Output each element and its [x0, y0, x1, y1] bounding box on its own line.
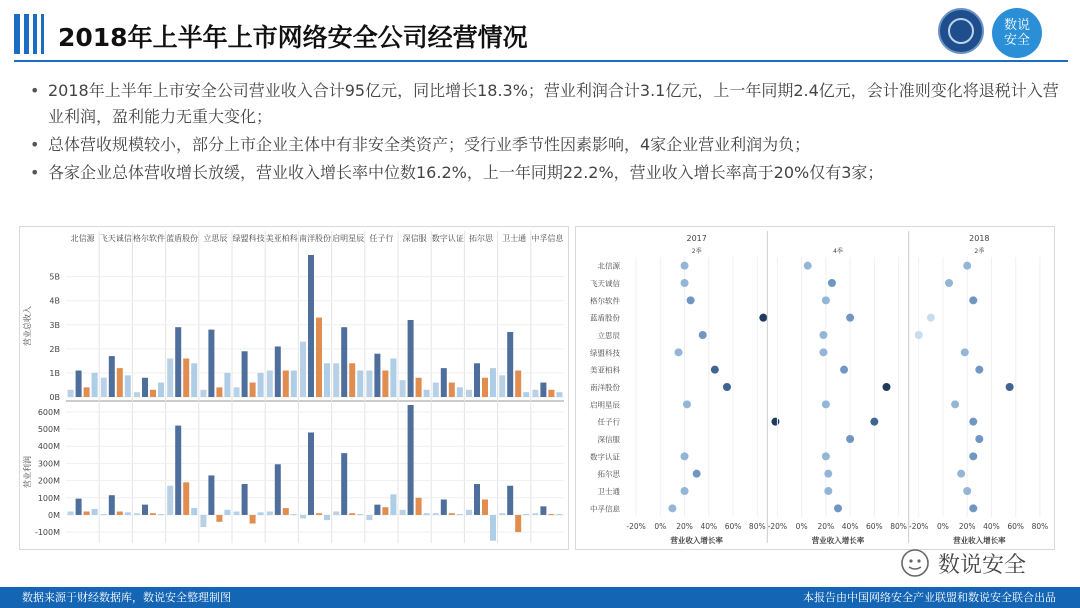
profit-bar — [441, 499, 447, 514]
profit-bar — [142, 505, 148, 515]
growth-point — [834, 504, 842, 512]
x-tick-label: 80% — [748, 522, 766, 531]
revenue-tick-label: 5B — [49, 272, 60, 282]
row-company-label: 北信源 — [597, 261, 620, 271]
growth-point — [824, 470, 832, 478]
revenue-tick-label: 3B — [49, 320, 60, 330]
profit-bar — [242, 484, 248, 515]
revenue-bar — [507, 332, 513, 397]
bullet-item: • 2018年上半年上市安全公司营业收入合计95亿元，同比增长18.3%；营业利润合计3.1亿元，上一年同期2.4亿元，会计准则变化将退税计入营业利润，盈利能力无重大变化； — [30, 81, 1059, 126]
growth-point — [828, 279, 836, 287]
profit-bar — [275, 464, 281, 515]
profit-tick-label: 0M — [48, 510, 60, 520]
profit-bar — [490, 515, 496, 541]
profit-bar — [258, 512, 264, 515]
bullet-text: 2018年上半年上市安全公司营业收入合计95亿元，同比增长18.3%；营业利润合计3.1亿元，上一年同期2.4亿元，会计准则变化将退税计入营业利润，盈利能力无重大变化； — [48, 81, 1059, 126]
revenue-bar — [68, 390, 74, 397]
profit-bar — [300, 515, 306, 518]
row-company-label: 格尔软件 — [590, 296, 620, 306]
growth-point — [915, 331, 923, 339]
profit-bar — [208, 475, 214, 515]
profit-bar — [532, 513, 538, 515]
footer-credit: 本报告由中国网络安全产业联盟和数说安全联合出品 — [803, 591, 1056, 604]
growth-point — [963, 262, 971, 270]
x-tick-label: 60% — [1007, 522, 1025, 531]
x-tick-label: 80% — [1031, 522, 1049, 531]
brand-logo-text: 数说安全 — [1003, 18, 1030, 48]
x-tick-label: -20% — [626, 522, 646, 531]
scatter-chart — [576, 227, 1054, 549]
revenue-bar — [234, 387, 240, 397]
revenue-bar — [441, 368, 447, 397]
title-accent-bars — [14, 14, 54, 54]
profit-bar — [283, 508, 289, 515]
company-header-label: 卫士通 — [502, 234, 527, 243]
panel-year-label: 2017 — [686, 234, 707, 243]
profit-bar — [200, 515, 206, 527]
profit-bar — [457, 514, 463, 515]
profit-axis-label: 营业利润 — [23, 456, 32, 488]
revenue-tick-label: 0B — [49, 393, 60, 402]
growth-point — [963, 487, 971, 495]
x-tick-label: 60% — [866, 522, 883, 531]
profit-bar — [556, 514, 562, 515]
x-tick-label: 20% — [817, 522, 835, 531]
revenue-bar — [349, 363, 355, 397]
revenue-bar — [316, 318, 322, 397]
alliance-seal-logo — [938, 8, 984, 54]
profit-bar — [357, 514, 363, 515]
profit-bar — [374, 505, 380, 515]
revenue-bar — [242, 351, 248, 397]
growth-point — [681, 452, 689, 460]
growth-point — [1006, 383, 1014, 391]
revenue-bar — [424, 390, 430, 397]
x-tick-label: 60% — [724, 522, 742, 531]
row-company-label: 美亚柏科 — [590, 365, 620, 375]
footer-bar — [0, 587, 1080, 608]
revenue-bar — [523, 392, 529, 397]
scatter-chart-panel — [575, 226, 1055, 550]
growth-point — [687, 296, 695, 304]
revenue-bar — [382, 371, 388, 397]
revenue-bar — [556, 392, 562, 397]
row-company-label: 启明星辰 — [590, 400, 620, 410]
row-company-label: 蓝盾股份 — [590, 313, 620, 323]
profit-bar — [250, 515, 256, 524]
revenue-bar — [191, 363, 197, 397]
profit-bar — [150, 513, 156, 515]
profit-bar — [449, 513, 455, 515]
revenue-bar — [540, 383, 546, 397]
revenue-bar — [158, 383, 164, 397]
revenue-bar — [200, 390, 206, 397]
revenue-bar — [308, 255, 314, 397]
growth-point — [957, 470, 965, 478]
profit-bar — [324, 515, 330, 520]
growth-point — [846, 435, 854, 443]
revenue-bar — [374, 354, 380, 397]
profit-bar — [474, 484, 480, 515]
revenue-bar — [117, 368, 123, 397]
revenue-bar — [92, 373, 98, 397]
profit-bar — [382, 507, 388, 515]
growth-point — [819, 348, 827, 356]
profit-bar — [125, 512, 131, 515]
growth-point — [969, 418, 977, 426]
revenue-bar — [84, 387, 90, 397]
revenue-bar — [433, 383, 439, 397]
revenue-bar — [408, 320, 414, 397]
revenue-bar — [291, 371, 297, 397]
revenue-bar — [275, 346, 281, 397]
revenue-tick-label: 4B — [49, 296, 60, 306]
revenue-bar — [224, 373, 230, 397]
profit-tick-label: 600M — [37, 407, 60, 417]
growth-point — [870, 418, 878, 426]
growth-point — [969, 296, 977, 304]
x-tick-label: 40% — [841, 522, 859, 531]
revenue-bar — [101, 378, 107, 397]
profit-bar — [308, 432, 314, 514]
growth-point — [822, 400, 830, 408]
revenue-bar — [150, 390, 156, 397]
row-company-label: 拓尔思 — [597, 469, 620, 479]
revenue-bar — [482, 378, 488, 397]
revenue-bar — [76, 371, 82, 397]
company-header-label: 立思辰 — [203, 234, 228, 243]
bullet-item: • 总体营收规模较小，部分上市企业主体中有非安全类资产；受行业季节性因素影响，4家企业营业利润为负； — [30, 135, 811, 154]
x-axis-label: 营业收入增长率 — [811, 536, 865, 545]
profit-bar — [349, 513, 355, 515]
revenue-bar — [175, 327, 181, 397]
profit-bar — [234, 512, 240, 515]
revenue-bar — [390, 358, 396, 397]
growth-point — [969, 504, 977, 512]
page-title: 2018年上半年上市网络安全公司经营情况 — [58, 23, 528, 52]
growth-point — [804, 262, 812, 270]
x-tick-label: 20% — [958, 522, 976, 531]
profit-tick-label: 400M — [37, 442, 60, 452]
title-divider — [14, 60, 1068, 62]
bullet-text: 各家企业总体营收增长放缓，营业收入增长率中位数16.2%，上一年同期22.2%，营业收入增长率高于20%仅有3家； — [48, 163, 884, 182]
revenue-bar — [357, 371, 363, 397]
company-header-label: 格尔软件 — [133, 234, 165, 243]
company-header-label: 绿盟科技 — [232, 234, 265, 243]
revenue-bar — [250, 383, 256, 397]
profit-tick-label: 300M — [37, 459, 60, 469]
growth-point — [771, 418, 779, 426]
summary-bullets — [30, 78, 1060, 188]
revenue-bar — [208, 330, 214, 397]
growth-point — [693, 470, 701, 478]
profit-bar — [267, 512, 273, 515]
revenue-bar — [283, 371, 289, 397]
profit-bar — [466, 510, 472, 515]
company-header-label: 启明星辰 — [332, 234, 365, 243]
x-tick-label: 0% — [937, 522, 949, 531]
growth-point — [759, 314, 767, 322]
footer-source: 数据来源于财经数据库，数说安全整理制图 — [22, 591, 231, 604]
company-header-label: 数字认证 — [431, 234, 464, 243]
growth-point — [822, 452, 830, 460]
x-tick-label: 80% — [890, 522, 907, 531]
company-header-label: 南洋股份 — [299, 234, 331, 243]
watermark — [900, 548, 1060, 578]
profit-bar — [341, 453, 347, 515]
profit-bar — [433, 513, 439, 515]
profit-bar — [183, 482, 189, 515]
revenue-bar — [490, 368, 496, 397]
company-header-label: 拓尔思 — [469, 234, 493, 243]
company-header-label: 中孚信息 — [531, 234, 564, 243]
revenue-bar — [216, 387, 222, 397]
revenue-bar — [267, 371, 273, 397]
growth-point — [975, 366, 983, 374]
growth-point — [961, 348, 969, 356]
revenue-bar — [142, 378, 148, 397]
growth-point — [674, 348, 682, 356]
x-tick-label: -20% — [909, 522, 929, 531]
profit-bar — [167, 486, 173, 515]
row-company-label: 中孚信息 — [590, 504, 620, 514]
profit-bar — [482, 499, 488, 514]
revenue-axis-label: 营业总收入 — [23, 306, 32, 346]
company-header-label: 北信源 — [70, 234, 95, 243]
revenue-bar — [457, 387, 463, 397]
profit-bar — [134, 513, 140, 515]
revenue-bar — [258, 373, 264, 397]
revenue-bar — [366, 371, 372, 397]
revenue-bar — [466, 390, 472, 397]
growth-point — [824, 487, 832, 495]
wechat-icon — [900, 548, 930, 578]
growth-point — [711, 366, 719, 374]
growth-point — [668, 504, 676, 512]
profit-bar — [117, 512, 123, 515]
revenue-bar — [449, 383, 455, 397]
x-tick-label: 20% — [676, 522, 693, 531]
growth-point — [975, 435, 983, 443]
profit-bar — [499, 513, 505, 515]
revenue-bar — [515, 371, 521, 397]
profit-bar — [109, 495, 115, 515]
profit-bar — [408, 405, 414, 515]
revenue-bar — [532, 390, 538, 397]
revenue-bar — [167, 358, 173, 397]
profit-bar — [548, 514, 554, 515]
company-header-label: 任子行 — [369, 234, 394, 243]
profit-bar — [507, 486, 513, 515]
growth-point — [945, 279, 953, 287]
profit-bar — [76, 499, 82, 515]
profit-bar — [390, 494, 396, 515]
company-header-label: 深信服 — [402, 234, 427, 243]
profit-bar — [523, 514, 529, 515]
profit-bar — [175, 426, 181, 515]
profit-bar — [291, 514, 297, 515]
x-tick-label: 0% — [795, 522, 808, 531]
profit-bar — [101, 514, 107, 515]
revenue-bar — [474, 363, 480, 397]
revenue-bar — [499, 375, 505, 397]
profit-bar — [316, 513, 322, 515]
revenue-bar — [400, 380, 406, 397]
growth-point — [683, 400, 691, 408]
x-tick-label: 0% — [654, 522, 667, 531]
x-tick-label: -20% — [767, 522, 788, 531]
company-header-label: 美亚柏科 — [265, 234, 298, 243]
revenue-tick-label: 1B — [49, 368, 60, 378]
profit-bar — [191, 508, 197, 515]
x-axis-label: 营业收入增长率 — [953, 536, 1006, 545]
panel-quarter-label: 2季 — [974, 248, 985, 255]
x-tick-label: 40% — [700, 522, 718, 531]
revenue-bar — [183, 358, 189, 397]
revenue-bar — [341, 327, 347, 397]
profit-bar — [84, 512, 90, 515]
revenue-bar — [548, 390, 554, 397]
x-axis-label: 营业收入增长率 — [670, 536, 723, 545]
profit-bar — [540, 506, 546, 515]
growth-point — [882, 383, 890, 391]
bullet-text: 总体营收规模较小，部分上市企业主体中有非安全类资产；受行业季节性因素影响，4家企业营业利润为负； — [48, 135, 811, 154]
brand-logo — [992, 8, 1042, 58]
row-company-label: 数字认证 — [590, 452, 620, 462]
profit-tick-label: 200M — [37, 476, 60, 486]
growth-point — [723, 383, 731, 391]
profit-bar — [424, 513, 430, 515]
growth-point — [840, 366, 848, 374]
profit-bar — [158, 514, 164, 515]
watermark-text: 数说安全 — [938, 552, 1027, 578]
growth-point — [951, 400, 959, 408]
profit-bar — [416, 498, 422, 515]
growth-point — [681, 487, 689, 495]
growth-point — [822, 296, 830, 304]
panel-year-label: 2018 — [969, 234, 990, 243]
revenue-bar — [300, 342, 306, 397]
revenue-bar — [109, 356, 115, 397]
profit-bar — [400, 510, 406, 515]
revenue-bar — [134, 392, 140, 397]
company-header-label: 蓝盾股份 — [166, 234, 199, 243]
growth-point — [927, 314, 935, 322]
growth-point — [681, 262, 689, 270]
bar-chart-panel — [19, 226, 569, 550]
profit-tick-label: 500M — [37, 425, 60, 435]
growth-point — [846, 314, 854, 322]
revenue-bar — [333, 363, 339, 397]
revenue-bar — [324, 363, 330, 397]
growth-point — [969, 452, 977, 460]
company-header-label: 飞天诚信 — [99, 234, 132, 243]
revenue-bar — [125, 375, 131, 397]
row-company-label: 深信服 — [597, 435, 620, 444]
profit-bar — [92, 509, 98, 515]
revenue-tick-label: 2B — [49, 344, 60, 354]
row-company-label: 任子行 — [597, 417, 620, 427]
profit-bar — [333, 512, 339, 515]
x-tick-label: 40% — [983, 522, 1000, 531]
revenue-bar — [416, 378, 422, 397]
row-company-label: 飞天诚信 — [590, 279, 620, 288]
row-company-label: 卫士通 — [597, 487, 620, 496]
profit-bar — [68, 512, 74, 515]
profit-tick-label: -100M — [34, 528, 60, 538]
panel-quarter-label: 2季 — [691, 248, 702, 255]
profit-bar — [224, 510, 230, 515]
bullet-item: • 各家企业总体营收增长放缓，营业收入增长率中位数16.2%，上一年同期22.2%，营业收入增长率高于20%仅有3家； — [30, 163, 884, 182]
panel-quarter-label: 4季 — [833, 248, 843, 255]
profit-bar — [515, 515, 521, 532]
profit-bar — [366, 515, 372, 520]
row-company-label: 绿盟科技 — [590, 348, 620, 358]
growth-point — [681, 279, 689, 287]
row-company-label: 立思辰 — [597, 331, 620, 340]
profit-bar — [216, 515, 222, 522]
growth-point — [819, 331, 827, 339]
growth-point — [699, 331, 707, 339]
bar-chart — [20, 227, 568, 549]
profit-tick-label: 100M — [37, 493, 60, 503]
row-company-label: 南洋股份 — [590, 383, 620, 392]
